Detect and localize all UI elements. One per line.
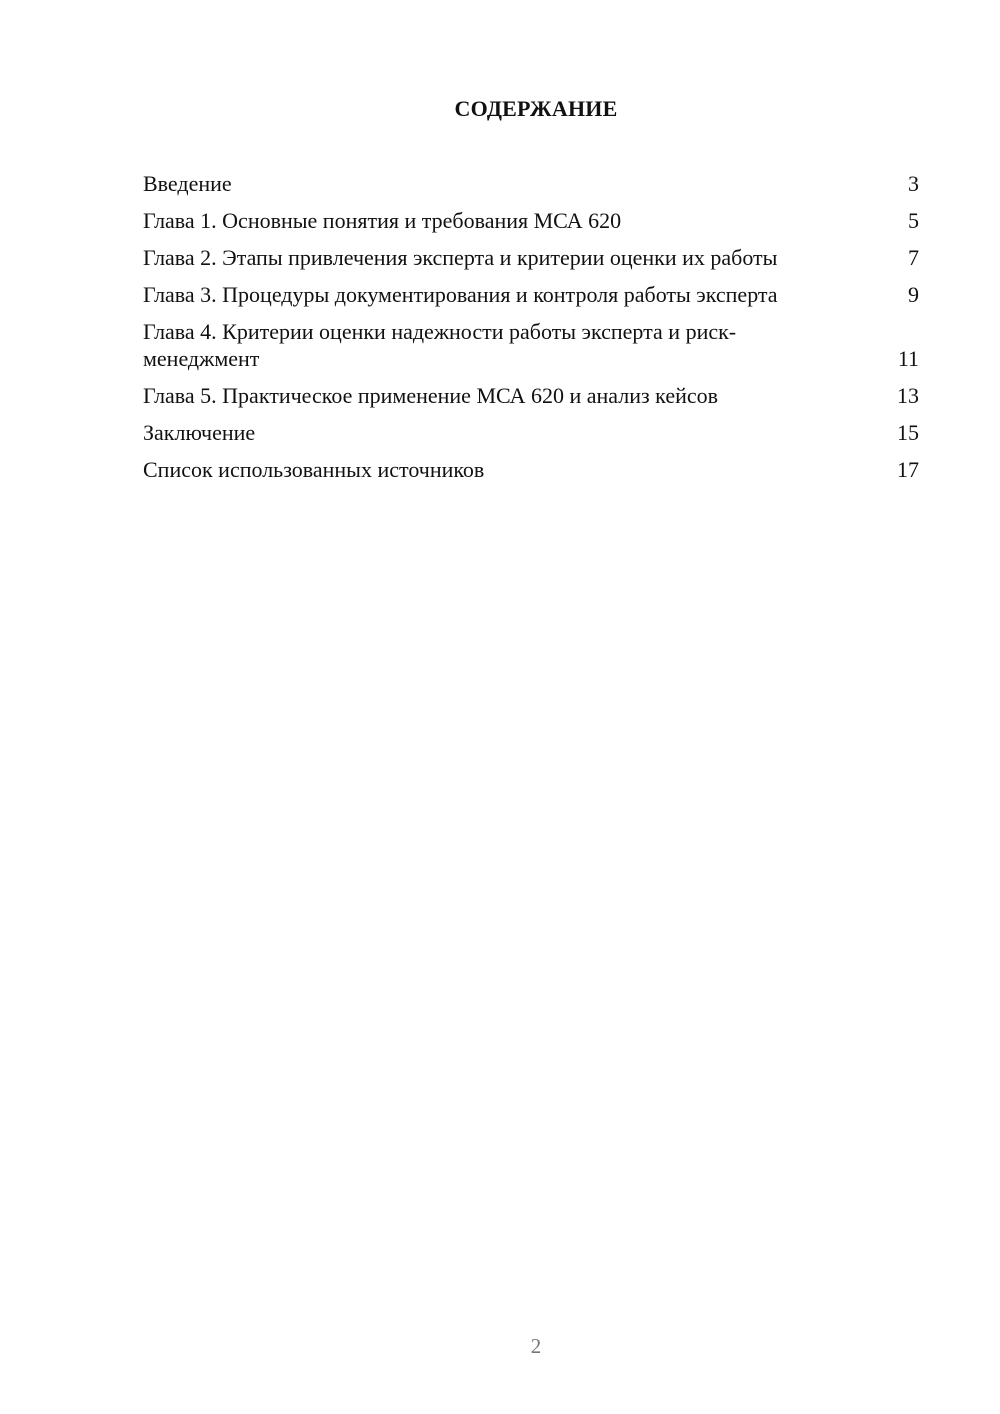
- toc-entry: [143, 318, 919, 372]
- toc-entry-label: Глава 3. Процедуры документирования и контроля работы эксперта: [143, 282, 778, 307]
- toc-entry: [143, 281, 919, 308]
- toc-entry-page: 13: [897, 383, 919, 408]
- toc-entry-page: 7: [908, 245, 919, 270]
- toc-entry-label: Глава 1. Основные понятия и требования МСА 620: [143, 208, 622, 233]
- toc-entry-page: 5: [908, 208, 919, 233]
- toc-entry-page: 11: [897, 346, 919, 371]
- toc-entry-page: 17: [897, 457, 919, 482]
- toc-entry: [143, 456, 919, 483]
- toc-entry-label: Глава 5. Практическое применение МСА 620 и анализ кейсов: [143, 383, 719, 408]
- table-of-contents: [143, 170, 919, 493]
- toc-entry-label: Глава 4. Критерии оценки надежности работы эксперта и риск-менеджмент: [143, 319, 737, 371]
- toc-entry-label: Список использованных источников: [143, 457, 485, 482]
- toc-entry-label: Введение: [143, 171, 232, 196]
- toc-entry-page: 9: [908, 282, 919, 307]
- toc-entry-label: Заключение: [143, 420, 256, 445]
- toc-entry-label: Глава 2. Этапы привлечения эксперта и критерии оценки их работы: [143, 245, 778, 270]
- toc-entry: [143, 170, 919, 197]
- toc-entry-page: 3: [908, 171, 919, 196]
- page-title: СОДЕРЖАНИЕ: [454, 96, 618, 121]
- toc-entry-page: 15: [897, 420, 919, 445]
- toc-entry: [143, 382, 919, 409]
- page-number: 2: [530, 1334, 542, 1358]
- toc-entry: [143, 207, 919, 234]
- toc-entry: [143, 419, 919, 446]
- toc-entry: [143, 244, 919, 271]
